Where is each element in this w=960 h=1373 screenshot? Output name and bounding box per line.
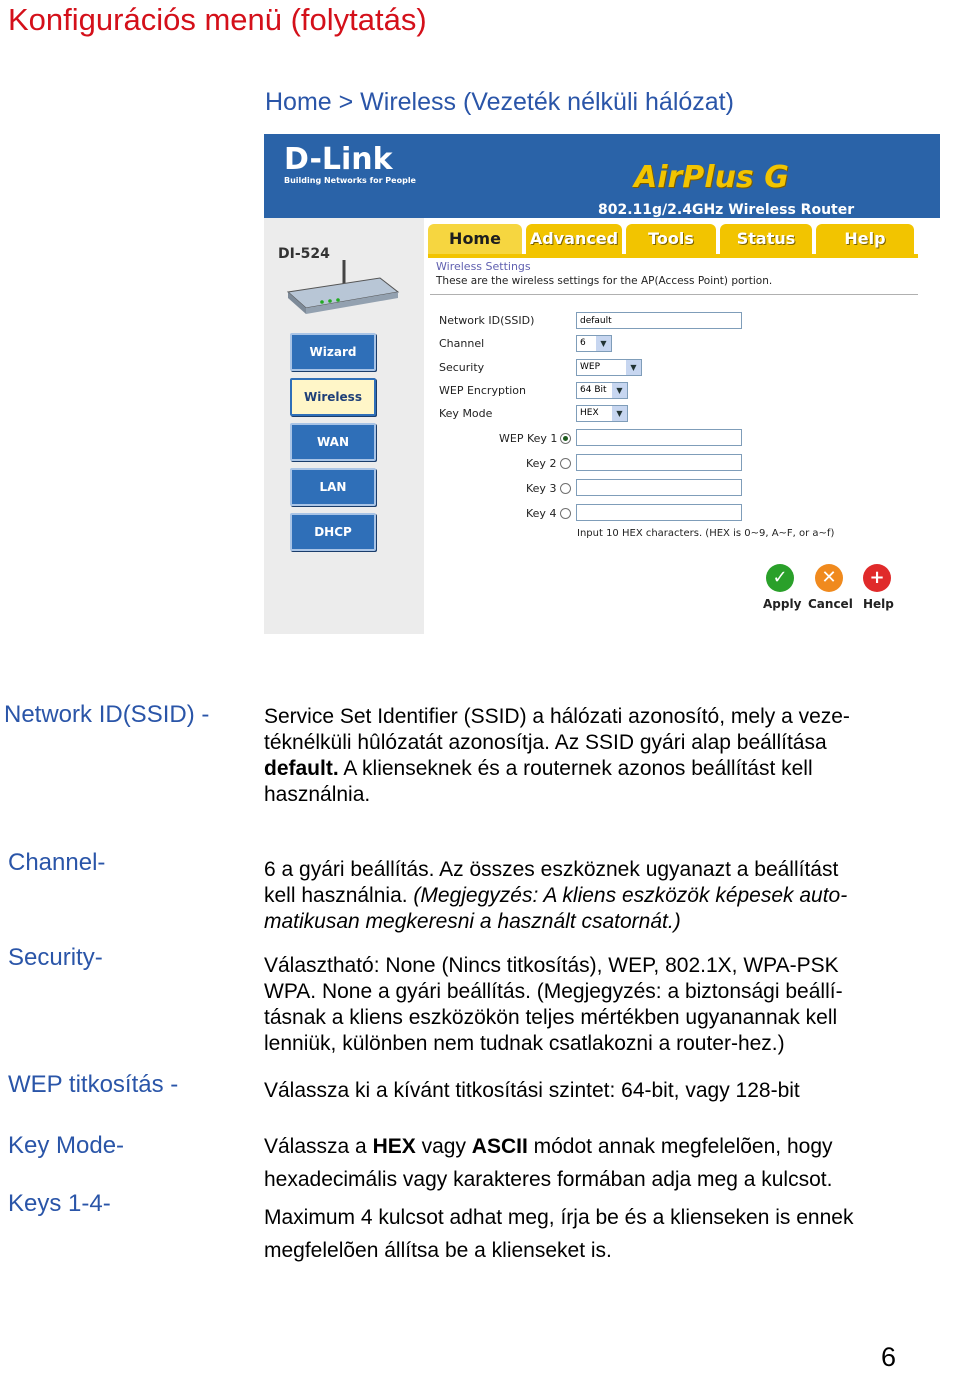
channel-note-cont: matikusan megkeresni a használt csatornát.)	[264, 910, 681, 933]
section-title: Wireless Settings	[436, 260, 531, 273]
ssid-default-bold: default.	[264, 757, 339, 780]
airplus-logo: AirPlus G	[634, 160, 789, 195]
channel-line-1: 6 a gyári beállítás. Az összes eszköznek ugyanazt a beállítást	[264, 858, 839, 881]
page-title: Konfigurációs menü (folytatás)	[8, 2, 427, 37]
key-mode-value: HEX	[580, 408, 599, 418]
ssid-label: Network ID(SSID)	[439, 314, 535, 327]
definition-keymode	[264, 1130, 833, 1196]
security-line-4: lenniük, különben nem tudnak csatlakozni a router-hez.)	[264, 1032, 785, 1055]
security-select[interactable]	[576, 359, 642, 376]
keymode-line-2: hexadecimális vagy karakteres formában adja meg a kulcsot.	[264, 1168, 833, 1191]
router-screenshot	[264, 134, 940, 634]
security-label: Security	[439, 361, 485, 374]
chevron-down-icon: ▼	[596, 336, 611, 351]
definition-channel	[264, 857, 847, 935]
tab-help[interactable]: Help	[816, 224, 914, 254]
keymode-hex: HEX	[372, 1135, 416, 1158]
router-device-icon	[282, 256, 402, 318]
help-icon[interactable]: +	[863, 564, 891, 592]
nav-wireless[interactable]: Wireless	[290, 378, 376, 416]
wep-key-3-input[interactable]	[576, 479, 742, 496]
product-description: 802.11g/2.4GHz Wireless Router	[598, 202, 855, 218]
wep-key-2-label: Key 2	[526, 457, 557, 470]
definition-security	[264, 953, 843, 1057]
channel-line-2	[264, 883, 847, 909]
tab-home[interactable]: Home	[428, 224, 522, 254]
security-value: WEP	[580, 362, 601, 372]
ssid-line-3-rest: A klienseknek és a routernek azonos beállítást kell	[338, 757, 813, 780]
ssid-line-1: Service Set Identifier (SSID) a hálózati azonosító, mely a veze-	[264, 705, 850, 728]
keymode-line-1	[264, 1130, 833, 1163]
page-subtitle: Home > Wireless (Vezeték nélküli hálózat)	[265, 88, 734, 116]
wep-key-1-radio[interactable]	[560, 433, 571, 444]
keys-line-1: Maximum 4 kulcsot adhat meg, írja be és a klienseken is ennek	[264, 1206, 854, 1229]
tab-underline	[428, 254, 918, 258]
term-keys: Keys 1-4-	[8, 1190, 111, 1217]
channel-line-3	[264, 909, 847, 935]
wep-encryption-value: 64 Bit	[580, 385, 607, 395]
security-line-2: WPA. None a gyári beállítás. (Megjegyzés: a biztonsági beállí-	[264, 980, 843, 1003]
help-button[interactable]: Help	[863, 597, 894, 611]
wep-encryption-label: WEP Encryption	[439, 384, 527, 397]
dlink-tagline: Building Networks for People	[284, 176, 416, 185]
hex-hint: Input 10 HEX characters. (HEX is 0~9, A~F, or a~f)	[577, 528, 835, 539]
wep-key-4-input[interactable]	[576, 504, 742, 521]
chevron-down-icon: ▼	[612, 383, 627, 398]
page-number: 6	[881, 1342, 897, 1372]
definition-keys	[264, 1201, 853, 1267]
tab-status[interactable]: Status	[720, 224, 812, 254]
term-ssid: Network ID(SSID) -	[4, 701, 210, 728]
keymode-text-1: Válassza a	[264, 1135, 373, 1158]
ssid-input[interactable]: default	[576, 312, 742, 329]
wep-key-2-radio[interactable]	[560, 458, 571, 469]
nav-wan[interactable]: WAN	[290, 423, 376, 461]
dlink-logo: D-Link	[284, 142, 393, 177]
wep-key-1-label: WEP Key 1	[499, 432, 558, 445]
wep-key-2-input[interactable]	[576, 454, 742, 471]
keymode-text-3: módot annak megfelelõen, hogy	[527, 1135, 833, 1158]
keys-line-2: megfelelõen állítsa be a klienseket is.	[264, 1239, 612, 1262]
channel-label: Channel	[439, 337, 485, 350]
wep-encryption-select[interactable]	[576, 382, 628, 399]
router-tabs	[428, 224, 914, 254]
nav-dhcp[interactable]: DHCP	[290, 513, 376, 551]
key-mode-label: Key Mode	[439, 407, 493, 420]
ssid-line-3	[264, 756, 850, 782]
section-divider	[430, 294, 918, 295]
definition-wep: Válassza ki a kívánt titkosítási szintet: 64-bit, vagy 128-bit	[264, 1079, 800, 1102]
channel-line-2-text: kell használnia.	[264, 884, 414, 907]
wep-key-4-radio[interactable]	[560, 508, 571, 519]
nav-wizard[interactable]: Wizard	[290, 333, 376, 371]
section-description: These are the wireless settings for the AP(Access Point) portion.	[436, 275, 773, 287]
key-mode-select[interactable]	[576, 405, 628, 422]
tab-tools[interactable]: Tools	[626, 224, 716, 254]
keymode-ascii: ASCII	[471, 1135, 528, 1158]
term-keymode: Key Mode-	[8, 1132, 125, 1159]
model-label: DI-524	[278, 246, 330, 262]
radio-selected-dot	[563, 436, 568, 441]
chevron-down-icon: ▼	[612, 406, 627, 421]
chevron-down-icon: ▼	[626, 360, 641, 375]
wep-key-1-input[interactable]	[576, 429, 742, 446]
security-line-3: tásnak a kliens eszközökön teljes mértékben ugyanannak kell	[264, 1006, 838, 1029]
ssid-line-4: használnia.	[264, 783, 371, 806]
channel-note: (Megjegyzés: A kliens eszközök képesek auto-	[413, 884, 848, 907]
apply-button[interactable]: Apply	[763, 597, 802, 611]
apply-icon[interactable]: ✓	[766, 564, 794, 592]
term-security: Security-	[8, 944, 103, 971]
term-channel: Channel-	[8, 849, 106, 876]
channel-value: 6	[580, 338, 586, 348]
channel-select[interactable]	[576, 335, 612, 352]
keymode-text-2: vagy	[415, 1135, 472, 1158]
nav-lan[interactable]: LAN	[290, 468, 376, 506]
definition-ssid	[264, 704, 850, 808]
tab-advanced[interactable]: Advanced	[526, 224, 622, 254]
cancel-icon[interactable]: ✕	[815, 564, 843, 592]
wep-key-3-label: Key 3	[526, 482, 557, 495]
wep-key-4-label: Key 4	[526, 507, 557, 520]
wep-key-3-radio[interactable]	[560, 483, 571, 494]
security-line-1: Választható: None (Nincs titkosítás), WEP, 802.1X, WPA-PSK	[264, 954, 839, 977]
cancel-button[interactable]: Cancel	[808, 597, 853, 611]
ssid-line-2: téknélküli hûlózatát azonosítja. Az SSID gyári alap beállítása	[264, 731, 827, 754]
term-wep: WEP titkosítás -	[8, 1071, 179, 1098]
